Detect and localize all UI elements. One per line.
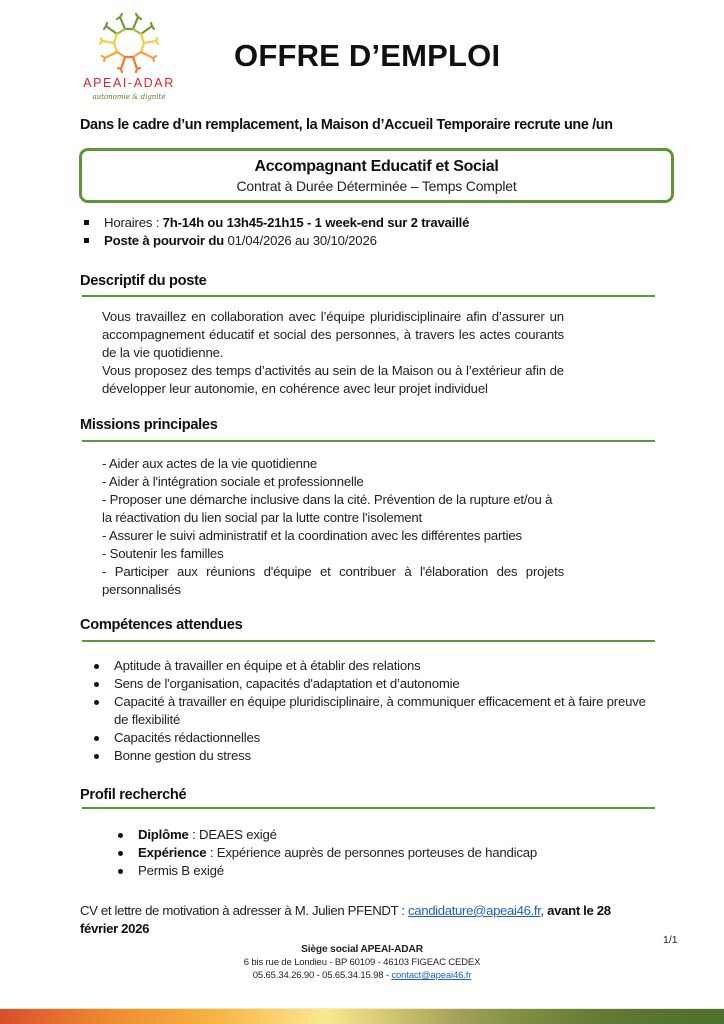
section-title-missions: Missions principales	[80, 417, 218, 433]
bullet-dot-icon	[118, 833, 123, 838]
bullet-dot-icon	[94, 754, 99, 759]
description-paragraph: Vous proposez des temps d’activités au sein de la Maison ou à l’extérieur afin de développer leur autonomie, en cohérence avec leur projet individuel	[102, 363, 564, 396]
footer-phones: 05.65.34.26.90 - 05.65.34.15.98 -	[252, 970, 392, 981]
key-info-list	[84, 214, 469, 250]
footer-address: 6 bis rue de Londieu - BP 60109 - 46103 FIGEAC CEDEX	[243, 957, 481, 968]
section-title-profile: Profil recherché	[80, 787, 187, 803]
hours-value: 7h-14h ou 13h45-21h15 - 1 week-end sur 2 travaillé	[162, 215, 470, 230]
hours-label: Horaires :	[104, 215, 163, 230]
section-divider	[82, 807, 655, 809]
dates-value: 01/04/2026 au 30/10/2026	[224, 233, 377, 248]
square-bullet-icon	[84, 220, 89, 225]
key-info-hours	[84, 214, 469, 232]
bullet-dot-icon	[118, 869, 123, 874]
footer-title: Siège social APEAI-ADAR	[301, 944, 423, 955]
bottom-gradient-bar	[0, 1009, 724, 1024]
section-divider	[82, 295, 655, 297]
application-deadline: avant le 28 février 2026	[80, 903, 611, 936]
job-title-box	[79, 148, 674, 203]
square-bullet-icon	[84, 238, 89, 243]
section-divider	[82, 640, 655, 642]
company-logo	[74, 12, 184, 102]
intro-text: Dans le cadre d’un remplacement, la Maison d’Accueil Temporaire recrute une /un	[80, 117, 613, 133]
mission-item: - Soutenir les familles	[102, 546, 224, 561]
job-contract-type: Contrat à Durée Déterminée – Temps Complet	[236, 178, 517, 194]
bullet-dot-icon	[94, 682, 99, 687]
application-email-link[interactable]: candidature@apeai46.fr	[407, 903, 541, 918]
skill-item: Capacités rédactionnelles	[90, 729, 650, 747]
description-text	[102, 308, 564, 398]
page-number: 1/1	[663, 934, 678, 946]
footer-contact	[196, 969, 528, 982]
people-circle-logo-icon	[94, 12, 164, 74]
mission-item: - Aider à l'intégration sociale et professionnelle	[102, 474, 364, 489]
application-instructions: CV et lettre de motivation à adresser à M. Julien PFENDT : candidature@apeai46.fr, avant le 28 février 2026	[80, 903, 611, 936]
footer	[196, 943, 528, 982]
mission-item: - Aider aux actes de la vie quotidienne	[102, 456, 318, 471]
key-info-dates	[84, 232, 469, 250]
section-title-description: Descriptif du poste	[80, 273, 207, 289]
mission-item: - Assurer le suivi administratif et la coordination avec les différentes parties	[102, 528, 522, 543]
profile-item-license: Permis B exigé	[114, 862, 634, 880]
job-title: Accompagnant Educatif et Social	[254, 158, 499, 175]
skill-item: Sens de l'organisation, capacités d'adaptation et d’autonomie	[90, 675, 650, 693]
description-paragraph: Vous travaillez en collaboration avec l’équipe pluridisciplinaire afin d’assurer un accompagnement éducatif et social des personnes, à travers les actes courants de la vie quotidienne.	[102, 309, 564, 360]
page-title: OFFRE D’EMPLOI	[234, 38, 501, 73]
section-divider	[82, 440, 655, 442]
missions-list	[102, 455, 564, 599]
logo-tagline: autonomie & dignité	[92, 93, 166, 101]
bullet-dot-icon	[94, 700, 99, 705]
section-title-skills: Compétences attendues	[80, 617, 243, 633]
skills-list	[90, 657, 650, 765]
profile-list	[114, 826, 634, 880]
footer-email-link[interactable]: contact@apeai46.fr	[391, 970, 472, 981]
mission-item: - Participer aux réunions d'équipe et contribuer à l'élaboration des projets personnalisés	[102, 564, 564, 597]
application-text: CV et lettre de motivation à adresser à M. Julien PFENDT :	[80, 903, 408, 918]
bullet-dot-icon	[94, 664, 99, 669]
mission-item: - Proposer une démarche inclusive dans la cité. Prévention de la rupture et/ou à la réactivation du lien social par la lutte contre l'isolement	[102, 492, 553, 525]
dates-label: Poste à pourvoir du	[104, 233, 225, 248]
skill-item: Capacité à travailler en équipe pluridisciplinaire, à communiquer efficacement et à faire preuve de flexibilité	[90, 693, 650, 729]
profile-item-experience: Expérience : Expérience auprès de personnes porteuses de handicap	[114, 844, 634, 862]
bullet-dot-icon	[118, 851, 123, 856]
skill-item: Aptitude à travailler en équipe et à établir des relations	[90, 657, 650, 675]
profile-item-diploma: Diplôme : DEAES exigé	[114, 826, 634, 844]
bullet-dot-icon	[94, 736, 99, 741]
skill-item: Bonne gestion du stress	[90, 747, 650, 765]
logo-name: APEAI-ADAR	[83, 76, 175, 90]
